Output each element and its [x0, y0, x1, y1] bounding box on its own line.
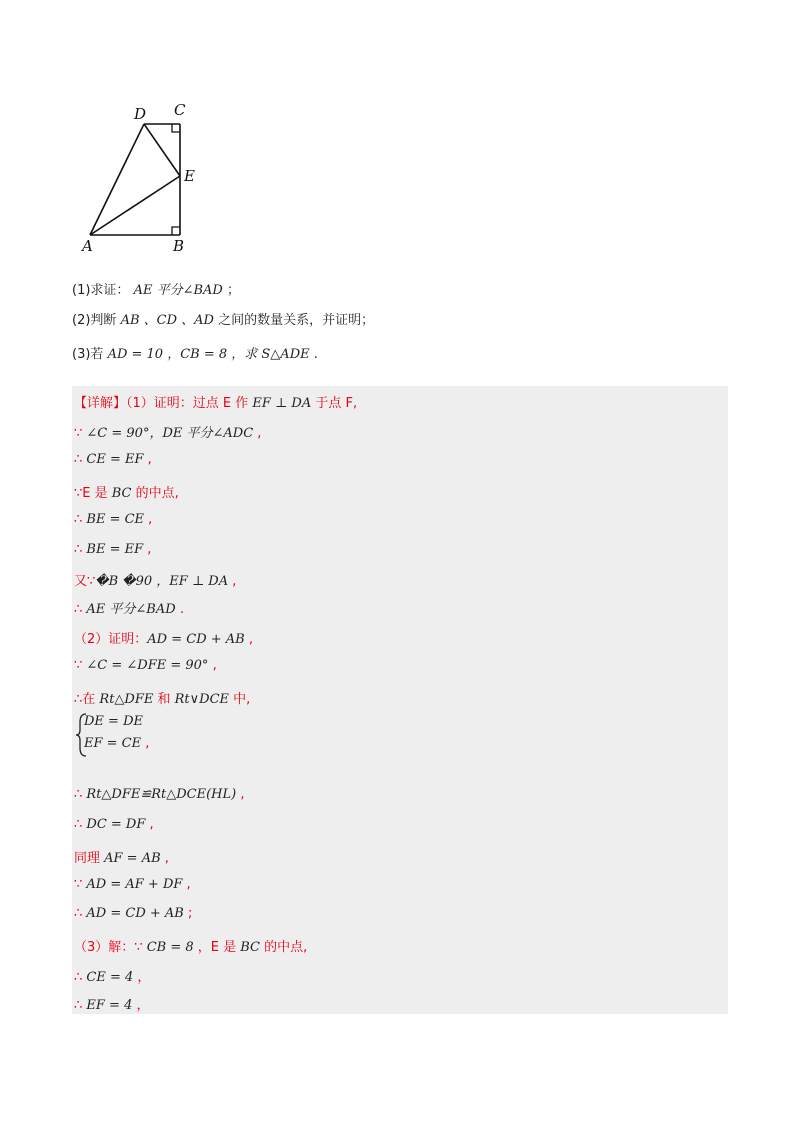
solution-line: ∴在 Rt△DFE 和 Rt∨DCE 中, [74, 692, 251, 707]
solution-line: （3）解：∵ CB = 8 ，E 是 BC 的中点, [74, 940, 308, 955]
label-b: B [173, 237, 185, 255]
solution-panel [72, 386, 728, 1014]
solution-line: ∴ Rt△DFE≌Rt△DCE(HL) , [74, 787, 245, 802]
question-3 [72, 343, 318, 362]
geometry-figure [72, 98, 212, 258]
q3-suffix: . [313, 347, 318, 362]
solution-line: ∵E 是 BC 的中点, [74, 486, 179, 501]
solution-line: ∴ AE 平分∠BAD . [74, 602, 184, 617]
solution-line: 同理 AF = AB , [74, 851, 169, 866]
segment-da [90, 124, 144, 235]
solution-line: ∵ ∠C = ∠DFE = 90° , [74, 658, 217, 673]
system-line-2: EF = CE , [84, 736, 150, 751]
solution-line: ∴ DC = DF , [74, 817, 154, 832]
solution-line: ∴ CE = EF , [74, 452, 152, 467]
label-a: A [82, 237, 93, 255]
system-line-1: DE = DE [84, 714, 143, 729]
label-c: C [174, 101, 186, 119]
q3-math: AD = 10 ，CB = 8 ，求 S△ADE [107, 347, 310, 362]
q2-math: AB 、CD 、AD [120, 313, 214, 328]
solution-line: ∵ AD = AF + DF , [74, 877, 191, 892]
question-1 [72, 279, 240, 298]
label-e: E [184, 167, 195, 185]
solution-line: ∴ AD = CD + AB ; [74, 906, 193, 921]
q1-math: AE 平分∠BAD [133, 283, 223, 298]
q1-suffix: ； [226, 283, 240, 298]
solution-line: ∴ EF = 4 ， [74, 998, 150, 1013]
right-angle-c [172, 124, 180, 132]
solution-line: ∴ BE = CE , [74, 512, 153, 527]
trapezoid-diagram [72, 98, 212, 258]
solution-line: ∴ BE = EF , [74, 542, 152, 557]
solution-line: （2）证明：AD = CD + AB , [74, 632, 253, 647]
q2-suffix: 之间的数量关系，并证明； [218, 313, 375, 328]
right-angle-b [172, 227, 180, 235]
solution-line: 【详解】（1）证明：过点 E 作 EF ⊥ DA 于点 F, [74, 396, 358, 411]
solution-line: ∴ CE = 4 ， [74, 970, 151, 985]
label-d: D [134, 105, 147, 123]
q3-prefix: (3)若 [72, 347, 104, 362]
question-2 [72, 309, 374, 328]
solution-line: ∵ ∠C = 90°，DE 平分∠ADC , [74, 426, 262, 441]
solution-line: 又∵�B �90 ，EF ⊥ DA , [74, 574, 237, 589]
q1-prefix: (1)求证： [72, 283, 130, 298]
q2-prefix: (2)判断 [72, 313, 117, 328]
